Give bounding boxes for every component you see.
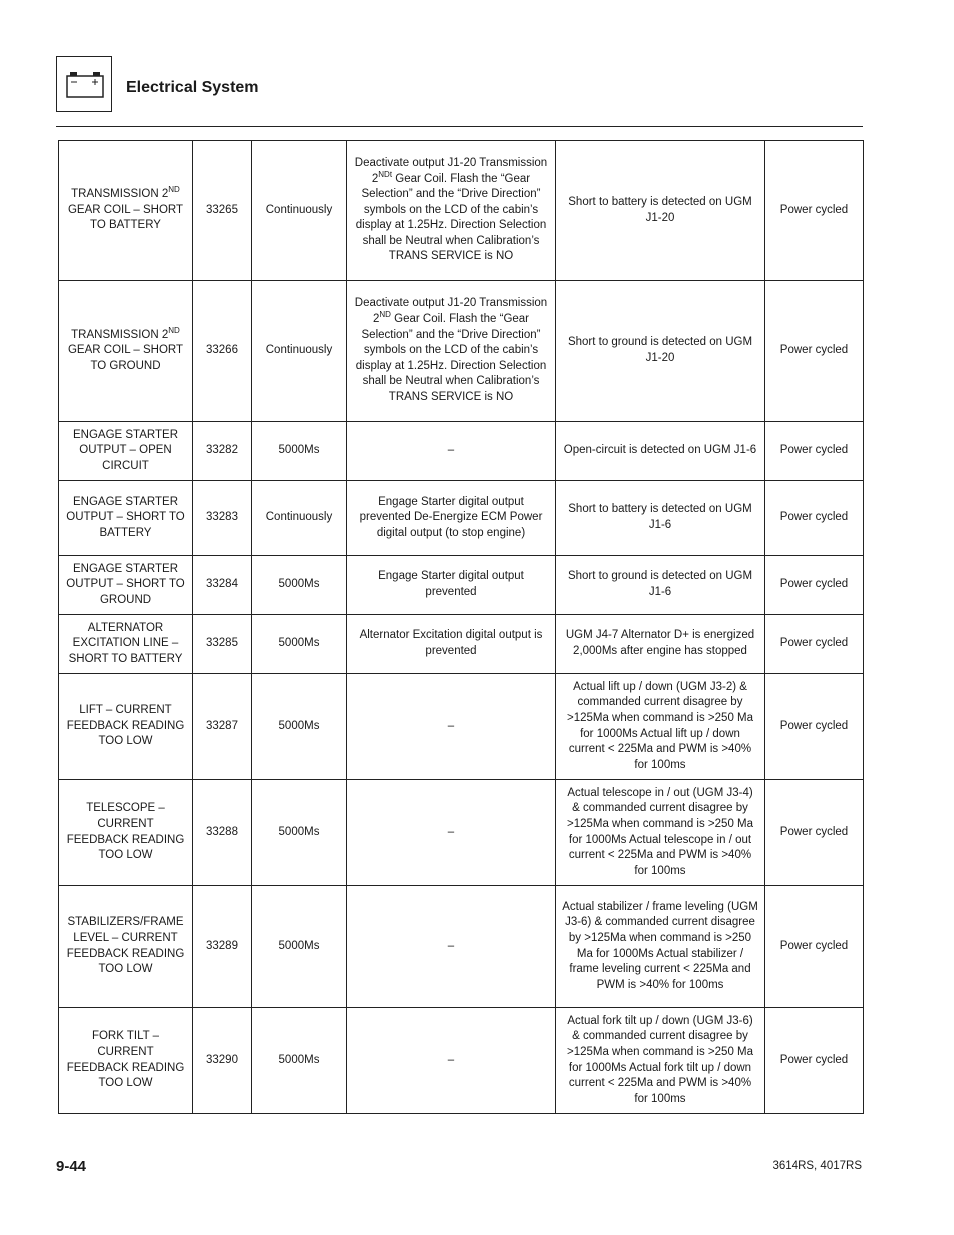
action-cell: Alternator Excitation digital output is prevented [347, 615, 556, 674]
table-row [59, 481, 864, 556]
detection-cell: 5000Ms [252, 1008, 347, 1114]
table-row [59, 615, 864, 674]
condition-cell: Actual fork tilt up / down (UGM J3-6) & commanded current disagree by >125Ma when command is >250 Ma for 1000Ms Actual fork tilt up / down current < 225Ma and PWM is >40% for 100ms [556, 1008, 765, 1114]
detection-cell: Continuously [252, 481, 347, 556]
table-row [59, 281, 864, 422]
fault-name-cell: ALTERNATOR EXCITATION LINE – SHORT TO BATTERY [59, 615, 193, 674]
condition-cell: Actual telescope in / out (UGM J3-4) & commanded current disagree by >125Ma when command is >250 Ma for 1000Ms Actual telescope in / out current < 225Ma and PWM is >40% for 100ms [556, 780, 765, 886]
fault-name-cell: STABILIZERS/FRAME LEVEL – CURRENT FEEDBACK READING TOO LOW [59, 886, 193, 1008]
table-row [59, 141, 864, 281]
section-title: Electrical System [126, 79, 259, 96]
condition-cell: Short to ground is detected on UGM J1-6 [556, 556, 765, 615]
clear-cell: Power cycled [765, 780, 864, 886]
action-cell: – [347, 886, 556, 1008]
condition-cell: Open-circuit is detected on UGM J1-6 [556, 422, 765, 481]
fault-code-cell: 33282 [193, 422, 252, 481]
condition-cell: Actual stabilizer / frame leveling (UGM J3-6) & commanded current disagree by >125Ma when command is >250 Ma for 1000Ms Actual stabilizer / frame leveling current < 225Ma and PWM is >40% for 100ms [556, 886, 765, 1008]
action-cell: Deactivate output J1-20 Transmission 2ND Gear Coil. Flash the “Gear Selection” and the “Drive Direction” symbols on the LCD of the cabin’s display at 1.25Hz. Direction Selection shall be Neutral when Calibration’s TRANS SERVICE is NO [347, 281, 556, 422]
table-row [59, 556, 864, 615]
fault-code-cell: 33289 [193, 886, 252, 1008]
condition-cell: Short to ground is detected on UGM J1-20 [556, 281, 765, 422]
action-cell: – [347, 1008, 556, 1114]
clear-cell: Power cycled [765, 281, 864, 422]
detection-cell: 5000Ms [252, 886, 347, 1008]
header-divider [56, 126, 863, 127]
detection-cell: Continuously [252, 141, 347, 281]
detection-cell: 5000Ms [252, 556, 347, 615]
table-row [59, 674, 864, 780]
detection-cell: 5000Ms [252, 780, 347, 886]
fault-code-cell: 33290 [193, 1008, 252, 1114]
clear-cell: Power cycled [765, 556, 864, 615]
action-cell: – [347, 422, 556, 481]
clear-cell: Power cycled [765, 674, 864, 780]
action-cell: Engage Starter digital output prevented De-Energize ECM Power digital output (to stop engine) [347, 481, 556, 556]
clear-cell: Power cycled [765, 1008, 864, 1114]
condition-cell: Short to battery is detected on UGM J1-6 [556, 481, 765, 556]
fault-code-cell: 33284 [193, 556, 252, 615]
fault-name-cell: TRANSMISSION 2ND GEAR COIL – SHORT TO BATTERY [59, 141, 193, 281]
action-cell: – [347, 780, 556, 886]
action-cell: – [347, 674, 556, 780]
detection-cell: Continuously [252, 281, 347, 422]
table-row [59, 886, 864, 1008]
fault-code-cell: 33285 [193, 615, 252, 674]
fault-name-cell: TRANSMISSION 2ND GEAR COIL – SHORT TO GROUND [59, 281, 193, 422]
clear-cell: Power cycled [765, 422, 864, 481]
fault-code-table [58, 140, 864, 1114]
table-row [59, 1008, 864, 1114]
fault-name-cell: TELESCOPE – CURRENT FEEDBACK READING TOO LOW [59, 780, 193, 886]
fault-code-cell: 33287 [193, 674, 252, 780]
clear-cell: Power cycled [765, 141, 864, 281]
fault-name-cell: FORK TILT – CURRENT FEEDBACK READING TOO LOW [59, 1008, 193, 1114]
section-icon-box [56, 56, 112, 112]
clear-cell: Power cycled [765, 615, 864, 674]
model-reference: 3614RS, 4017RS [772, 1160, 862, 1172]
detection-cell: 5000Ms [252, 422, 347, 481]
condition-cell: Actual lift up / down (UGM J3-2) & commanded current disagree by >125Ma when command is >250 Ma for 1000Ms Actual lift up / down current < 225Ma and PWM is >40% for 100ms [556, 674, 765, 780]
action-cell: Engage Starter digital output prevented [347, 556, 556, 615]
fault-code-cell: 33288 [193, 780, 252, 886]
table-row [59, 422, 864, 481]
fault-name-cell: LIFT – CURRENT FEEDBACK READING TOO LOW [59, 674, 193, 780]
fault-name-cell: ENGAGE STARTER OUTPUT – SHORT TO BATTERY [59, 481, 193, 556]
fault-code-cell: 33266 [193, 281, 252, 422]
fault-code-cell: 33265 [193, 141, 252, 281]
condition-cell: Short to battery is detected on UGM J1-20 [556, 141, 765, 281]
fault-name-cell: ENGAGE STARTER OUTPUT – OPEN CIRCUIT [59, 422, 193, 481]
page-number: 9-44 [56, 1158, 87, 1175]
condition-cell: UGM J4-7 Alternator D+ is energized 2,000Ms after engine has stopped [556, 615, 765, 674]
detection-cell: 5000Ms [252, 615, 347, 674]
battery-icon [66, 72, 104, 103]
action-cell: Deactivate output J1-20 Transmission $2^{NDt}$ Gear Coil. Flash the “Gear Selection” and the “Drive Direction” symbols on the LCD of the cabin’s display at 1.25Hz. Direction Selection shall be Neutral when Calibration’s TRANS SERVICE is NO [347, 141, 556, 281]
fault-code-cell: 33283 [193, 481, 252, 556]
detection-cell: 5000Ms [252, 674, 347, 780]
fault-name-cell: ENGAGE STARTER OUTPUT – SHORT TO GROUND [59, 556, 193, 615]
clear-cell: Power cycled [765, 886, 864, 1008]
clear-cell: Power cycled [765, 481, 864, 556]
table-row [59, 780, 864, 886]
